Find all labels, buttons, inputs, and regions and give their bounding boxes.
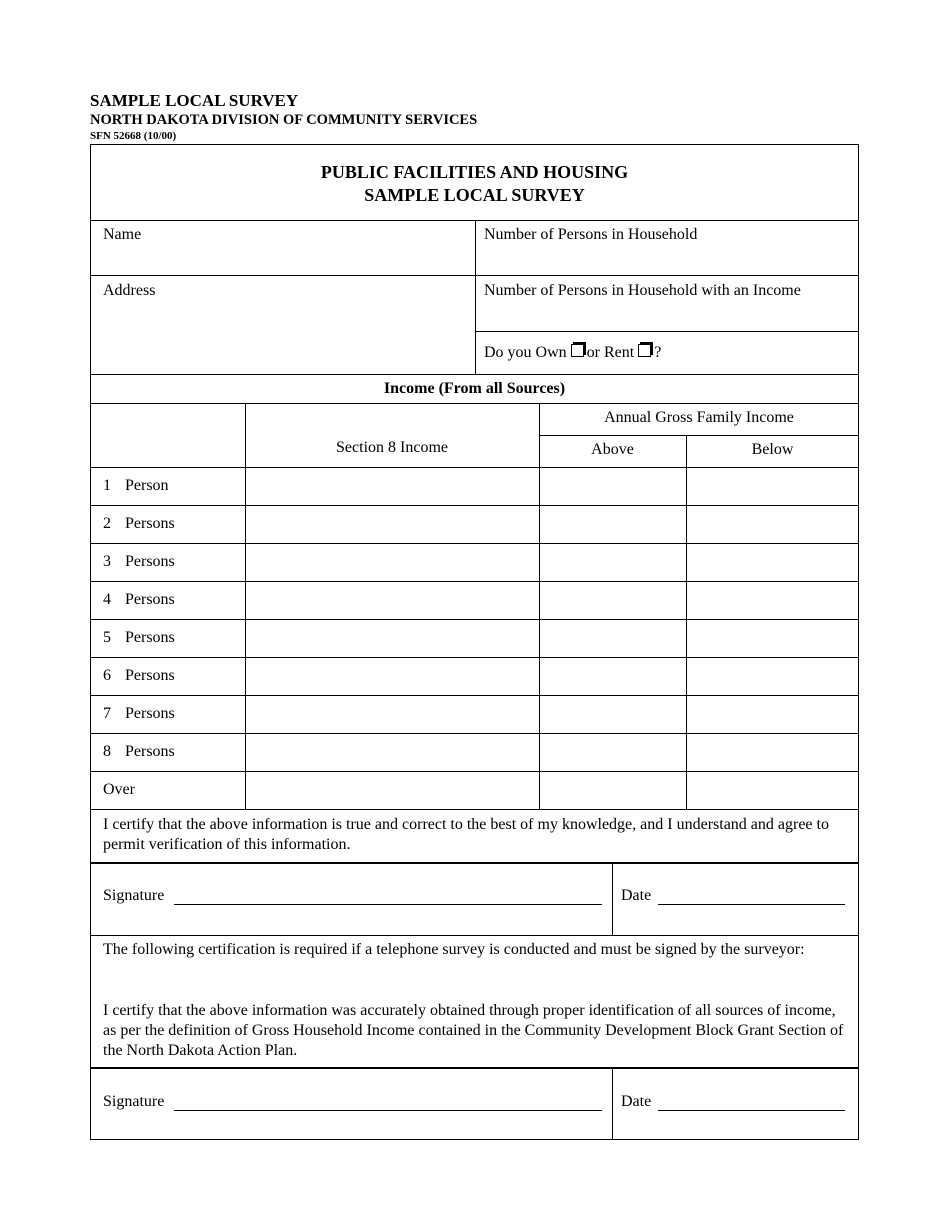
date-line[interactable] <box>658 904 845 905</box>
above-header: Above <box>591 441 634 458</box>
divider <box>90 275 859 276</box>
divider <box>612 862 613 935</box>
section8-income-header: Section 8 Income <box>336 439 448 456</box>
row-person-count: 2 <box>103 515 111 532</box>
form-title-line1: PUBLIC FACILITIES AND HOUSING <box>320 162 629 182</box>
household-persons-label: Number of Persons in Household <box>484 226 698 243</box>
row-label: Persons <box>125 667 175 684</box>
below-cell[interactable] <box>687 734 858 771</box>
divider <box>475 220 476 375</box>
household-persons-field[interactable] <box>480 248 850 272</box>
signature-label: Signature <box>103 887 165 904</box>
telephone-survey-text: The following certification is required if a telephone survey is conducted and must be signed by the surveyor: <box>103 941 805 958</box>
row-label: Persons <box>125 743 175 760</box>
above-cell[interactable] <box>540 468 686 505</box>
below-cell[interactable] <box>687 620 858 657</box>
above-cell[interactable] <box>540 696 686 733</box>
above-cell[interactable] <box>540 506 686 543</box>
below-cell[interactable] <box>687 468 858 505</box>
section8-cell[interactable] <box>246 696 539 733</box>
divider <box>90 374 859 375</box>
certification-text: I certify that the above information is true and correct to the best of my knowledge, and I understand and agree to permit verification of this information. <box>103 816 829 853</box>
divider <box>90 862 859 864</box>
surveyor-date-label: Date <box>621 1093 652 1110</box>
divider <box>90 809 859 810</box>
rent-label: or Rent <box>586 344 635 361</box>
question-mark: ? <box>654 344 662 361</box>
row-label: Person <box>125 477 169 494</box>
surveyor-signature-label: Signature <box>103 1093 165 1110</box>
own-label: Do you Own <box>484 344 567 361</box>
date-label: Date <box>621 887 652 904</box>
row-person-count: 3 <box>103 553 111 570</box>
above-cell[interactable] <box>540 620 686 657</box>
document-title: SAMPLE LOCAL SURVEY <box>90 91 299 110</box>
surveyor-date-line[interactable] <box>658 1110 845 1111</box>
form-number: SFN 52668 (10/00) <box>90 130 177 142</box>
row-person-count: 7 <box>103 705 111 722</box>
section8-cell[interactable] <box>246 468 539 505</box>
border-top <box>90 144 859 145</box>
household-income-persons-field[interactable] <box>480 304 850 328</box>
form-title-line2: SAMPLE LOCAL SURVEY <box>364 185 585 205</box>
household-income-persons-label: Number of Persons in Household with an Income <box>484 282 801 299</box>
survey-form <box>90 144 859 1140</box>
row-person-count: 8 <box>103 743 111 760</box>
divider <box>539 435 859 436</box>
below-cell[interactable] <box>687 506 858 543</box>
row-person-count: 5 <box>103 629 111 646</box>
above-cell[interactable] <box>540 582 686 619</box>
section8-cell[interactable] <box>246 658 539 695</box>
above-cell[interactable] <box>540 772 686 809</box>
row-label: Persons <box>125 629 175 646</box>
section8-cell[interactable] <box>246 544 539 581</box>
row-label: Persons <box>125 705 175 722</box>
below-cell[interactable] <box>687 658 858 695</box>
below-cell[interactable] <box>687 544 858 581</box>
above-cell[interactable] <box>540 544 686 581</box>
rent-checkbox[interactable] <box>638 344 651 357</box>
row-person-count: 6 <box>103 667 111 684</box>
border-left <box>90 144 91 1140</box>
row-label: Persons <box>125 515 175 532</box>
divider <box>90 403 859 404</box>
below-cell[interactable] <box>687 772 858 809</box>
divider <box>612 1067 613 1140</box>
section8-cell[interactable] <box>246 582 539 619</box>
section8-cell[interactable] <box>246 506 539 543</box>
above-cell[interactable] <box>540 734 686 771</box>
row-label: Persons <box>125 553 175 570</box>
address-label: Address <box>103 282 156 299</box>
divider <box>90 935 859 936</box>
row-label: Persons <box>125 591 175 608</box>
border-right <box>858 144 859 1140</box>
divider <box>475 331 859 332</box>
below-cell[interactable] <box>687 582 858 619</box>
row-person-count: 4 <box>103 591 111 608</box>
income-section-header: Income (From all Sources) <box>383 380 566 397</box>
below-cell[interactable] <box>687 696 858 733</box>
section8-cell[interactable] <box>246 772 539 809</box>
above-cell[interactable] <box>540 658 686 695</box>
divider <box>90 1067 859 1069</box>
section8-cell[interactable] <box>246 734 539 771</box>
row-label: Over <box>103 781 135 798</box>
surveyor-signature-line[interactable] <box>174 1110 602 1111</box>
own-rent-question <box>484 344 661 362</box>
annual-gross-income-header: Annual Gross Family Income <box>604 409 794 426</box>
surveyor-certification-text: I certify that the above information was accurately obtained through proper identification of all sources of income, as per the definition of Gross Household Income contained in the Community Development Block Grant Section of the North Dakota Action Plan. <box>103 1002 844 1059</box>
own-checkbox[interactable] <box>571 344 584 357</box>
name-field[interactable] <box>170 224 470 272</box>
agency-name: NORTH DAKOTA DIVISION OF COMMUNITY SERVICES <box>90 112 478 128</box>
address-field[interactable] <box>170 280 470 372</box>
row-person-count: 1 <box>103 477 111 494</box>
section8-cell[interactable] <box>246 620 539 657</box>
name-label: Name <box>103 226 142 243</box>
border-bottom <box>90 1139 859 1140</box>
below-header: Below <box>751 441 794 458</box>
signature-line[interactable] <box>174 904 602 905</box>
